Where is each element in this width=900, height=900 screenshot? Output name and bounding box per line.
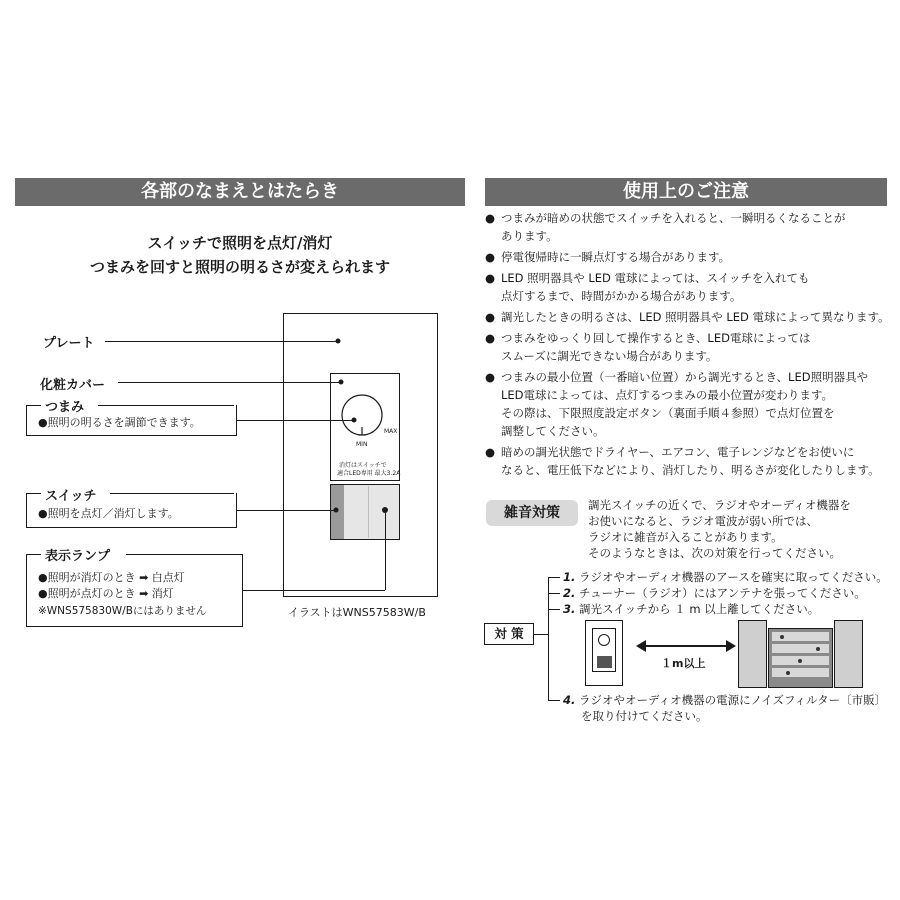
caution-item: ● つまみの最小位置（一番暗い位置）から調光するとき、LED照明器具や LED電球によっては、点灯するつまみの最小位置が変わります。 その際は、下限照度設定ボタン（裏面手順４参照）で点灯位置を 調整してください。 (485, 370, 869, 438)
caution-item: ● 停電復帰時に一瞬点灯する場合があります。 (485, 250, 731, 264)
knob-description: ●照明の明るさを調節できます。 (38, 416, 201, 429)
distance-arrow-icon (636, 638, 736, 654)
measure-step-4-cont: を取り付けてください。 (581, 709, 708, 723)
measure-step-2: 2. チューナー（ラジオ）にはアンテナを張ってください。 (563, 586, 866, 600)
distance-label: １m以上 (661, 657, 706, 670)
switch-label: スイッチ (45, 489, 97, 504)
measure-step-3: 3. 調光スイッチから １ m 以上離してください。 (563, 602, 820, 616)
caution-item: ● つまみが暗めの状態でスイッチを入れると、一瞬明るくなることが あります。 (485, 211, 846, 243)
measure-step-1: 1. ラジオやオーディオ機器のアースを確実に取ってください。 (563, 570, 888, 584)
cover-text-1: 消灯はスイッチで (339, 462, 387, 469)
noise-badge: 雑音対策 (486, 500, 578, 526)
left-section-banner: 各部のなまえとはたらき (15, 178, 465, 206)
noise-description: 調光スイッチの近くで、ラジオやオーディオ機器を お使いになると、ラジオ電波が弱い所では、 ラジオに雑音が入ることがあります。 そのようなときは、次の対策を行ってください。 (588, 498, 851, 560)
lamp-description-1: ●照明が消灯のとき ➡ 白点灯 (38, 571, 185, 584)
illustration-caption: イラストはWNS57583W/B (288, 606, 426, 619)
measure-step-4: 4. ラジオやオーディオ機器の電源にノイズフィルター〔市販〕 (563, 693, 887, 707)
audio-system-icon (738, 620, 863, 688)
lamp-description-2: ●照明が点灯のとき ➡ 消灯 (38, 587, 174, 600)
switch-face (344, 485, 399, 539)
caution-item: ● 調光したときの明るさは、LED 照明器具や LED 電球によって異なります。 (485, 310, 890, 324)
plate-label: プレート (43, 336, 95, 351)
right-section-banner: 使用上のご注意 (485, 178, 887, 206)
measures-label: 対 策 (484, 623, 534, 645)
switch-description: ●照明を点灯／消灯します。 (38, 507, 179, 520)
caution-item: ● LED 照明器具や LED 電球によっては、スイッチを入れても 点灯するまで、時間がかかる場合があります。 (485, 271, 810, 303)
lamp-note: ※WNS575830W/Bにはありません (38, 605, 207, 617)
lamp-label: 表示ランプ (45, 549, 111, 564)
knob-label: つまみ (45, 400, 85, 415)
knob-max-label: MAX (384, 428, 398, 435)
cover-label: 化粧カバー (40, 378, 106, 393)
caution-item: ● つまみをゆっくり回して操作するとき、LED電球によっては スムーズに調光できない場合があります。 (485, 331, 811, 363)
knob-min-label: MIN (356, 441, 368, 448)
caution-list (485, 209, 895, 482)
lead-line-2: つまみを回すと照明の明るさが変えられます (89, 258, 390, 276)
cover-text-2: 適合LED専用 最大3.2A (337, 470, 401, 477)
lead-line-1: スイッチで照明を点灯/消灯 (147, 234, 333, 252)
caution-item: ● 暗めの調光状態でドライヤー、エアコン、電子レンジなどをお使いに なると、電圧低下などにより、消灯したり、明るさが変化したりします。 (485, 445, 880, 477)
